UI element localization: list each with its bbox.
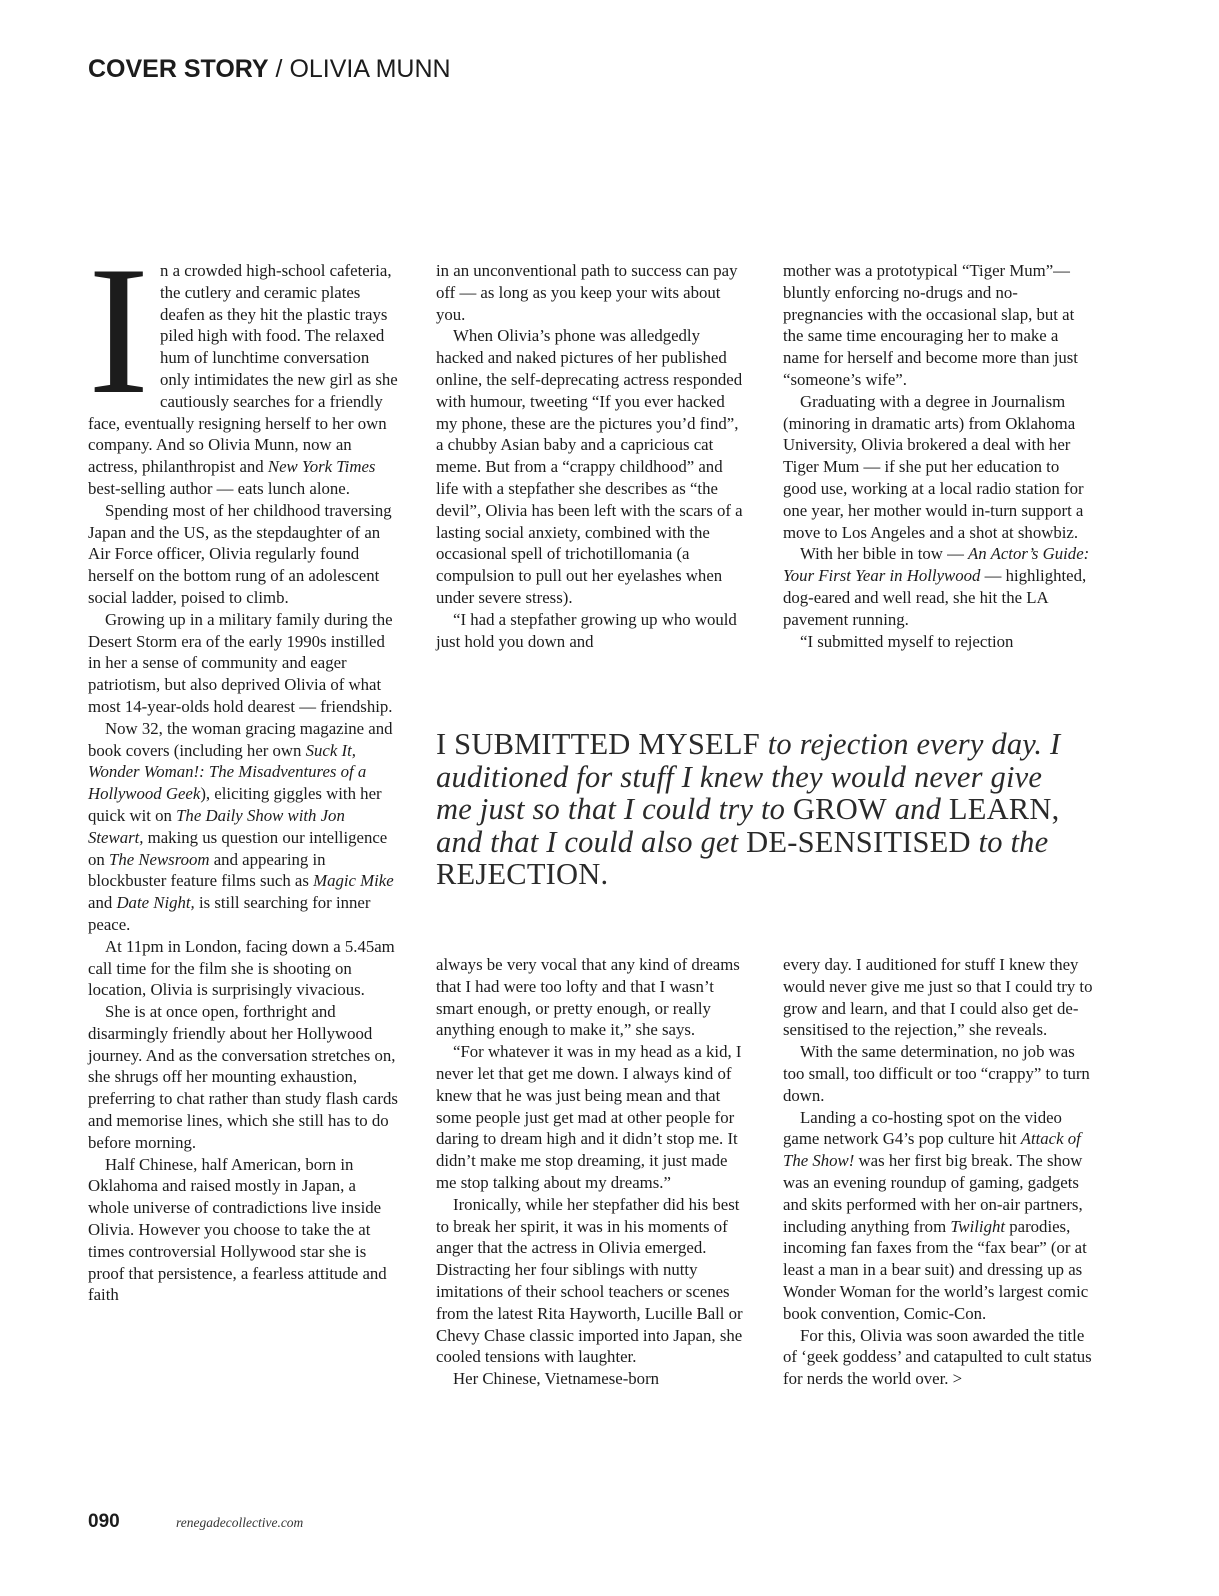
paragraph: every day. I auditioned for stuff I knew they would never give me just so that I could try to grow and learn, and that I could also get de-sensitised to the rejection,” she reveals. <box>783 955 1093 1040</box>
paragraph: Graduating with a degree in Journalism (minoring in dramatic arts) from Oklahoma University, Olivia brokered a deal with her Tiger Mum — if she put her education to good use, working at a local radio station for one year, her mother would in-turn support a move to Los Angeles and a shot at showbiz. <box>783 391 1084 542</box>
drop-cap: I <box>88 228 150 432</box>
paragraph: When Olivia’s phone was alledgedly hacked and naked pictures of her published online, the self-deprecating actress responded with humour, tweeting “If you ever hacked my phone, these are the pictures you’d find”, a chubby Asian baby and a capricious cat meme. But from a “crappy childhood” and life with a stepfather she describes as “the devil”, Olivia has been left with the scars of a lasting social anxiety, combined with the occasional spell of trichotillomania (a compulsion to pull out her eyelashes when under severe stress). <box>436 326 743 607</box>
paragraph: always be very vocal that any kind of dreams that I had were too lofty and that I wasn’t smart enough, or pretty enough, or really anything enough to make it,” she says. <box>436 955 740 1040</box>
column-3-top <box>783 260 1093 652</box>
column-3-bottom <box>783 954 1093 1390</box>
paragraph: With her bible in tow — An Actor’s Guide: Your First Year in Hollywood — highlighted, dog-eared and well read, she hit the LA pavement running. <box>783 544 1090 629</box>
paragraph: Spending most of her childhood traversing Japan and the US, as the stepdaughter of an Air Force officer, Olivia regularly found herself on the bottom rung of an adolescent social ladder, poised to climb. <box>88 500 392 607</box>
page-number: 090 <box>88 1511 120 1532</box>
paragraph: “For whatever it was in my head as a kid, I never let that get me down. I always kind of knew that he was just being mean and that some people just get mad at other people for daring to dream high and it didn’t stop me. It didn’t make me stop dreaming, it just made me stop talking about my dreams.” <box>436 1042 742 1192</box>
paragraph: “I submitted myself to rejection <box>800 631 1014 651</box>
paragraph: in an unconventional path to success can pay off — as long as you keep your wits about you. <box>436 261 738 324</box>
paragraph: Her Chinese, Vietnamese-born <box>453 1369 660 1389</box>
website-url: renegadecollective.com <box>176 1515 304 1530</box>
pull-quote: I SUBMITTED MYSELF to rejection every day. I auditioned for stuff I knew they would never give me just so that I could try to GROW and LEARN, and that I could also get DE-SENSITISED to the REJECTION. <box>436 727 1061 892</box>
story-subject: OLIVIA MUNN <box>289 55 451 83</box>
paragraph: “I had a stepfather growing up who would just hold you down and <box>436 609 737 651</box>
paragraph: She is at once open, forthright and disarmingly friendly about her Hollywood journey. And as the conversation stretches on, she shrugs off her mounting exhaustion, preferring to chat rather than study flash cards and memorise lines, which she still has to do before morning. <box>88 1002 398 1152</box>
section-label: COVER STORY <box>88 55 269 83</box>
column-1 <box>88 228 398 1306</box>
column-2-top <box>436 260 746 652</box>
section-header <box>88 54 451 84</box>
paragraph: Landing a co-hosting spot on the video game network G4’s pop culture hit Attack of The Show! was her first big break. The show was an evening roundup of gaming, gadgets and skits performed with her on-air partners, including anything from Twilight parodies, incoming fan faxes from the “fax bear” (or at least a man in a bear suit) and dressing up as Wonder Woman for the world’s largest comic book convention, Comic-Con. <box>783 1107 1089 1323</box>
paragraph: Half Chinese, half American, born in Oklahoma and raised mostly in Japan, a whole universe of contradictions live inside Olivia. However you choose to take the at times controversial Hollywood star she is proof that persistence, a fearless attitude and faith <box>88 1154 387 1305</box>
paragraph: At 11pm in London, facing down a 5.45am call time for the film she is shooting on location, Olivia is surprisingly vivacious. <box>88 936 395 1000</box>
paragraph: For this, Olivia was soon awarded the title of ‘geek goddess’ and catapulted to cult status for nerds the world over. > <box>783 1325 1092 1389</box>
column-2-bottom <box>436 954 746 1390</box>
header-separator: / <box>268 55 290 83</box>
paragraph: mother was a prototypical “Tiger Mum”— bluntly enforcing no-drugs and no-pregnancies with the occasional slap, but at the same time encouraging her to make a name for herself and become more than just “someone’s wife”. <box>783 261 1078 389</box>
paragraph: In a crowded high-school cafeteria, the cutlery and ceramic plates deafen as they hit the plastic trays piled high with food. The relaxed hum of lunchtime conversation only intimidates the new girl as she cautiously searches for a friendly face, eventually resigning herself to her own company. And so Olivia Munn, now an actress, philanthropist and New York Times best-selling author — eats lunch alone. <box>88 228 398 498</box>
paragraph: Growing up in a military family during the Desert Storm era of the early 1990s instilled in her a sense of community and eager patriotism, but also deprived Olivia of what most 14-year-olds hold dearest — friendship. <box>88 609 393 716</box>
paragraph: Ironically, while her stepfather did his best to break her spirit, it was in his moments of anger that the actress in Olivia emerged. Distracting her four siblings with nutty imitations of their school teachers or scenes from the latest Rita Hayworth, Lucille Ball or Chevy Chase classic imported into Japan, she cooled tensions with laughter. <box>436 1194 743 1367</box>
paragraph: Now 32, the woman gracing magazine and book covers (including her own Suck It, Wonder Woman!: The Misadventures of a Hollywood Geek), eliciting giggles with her quick wit on The Daily Show with Jon Stewart, making us question our intelligence on The Newsroom and appearing in blockbuster feature films such as Magic Mike and Date Night, is still searching for inner peace. <box>88 718 394 934</box>
paragraph: With the same determination, no job was too small, too difficult or too “crappy” to turn down. <box>783 1042 1090 1105</box>
